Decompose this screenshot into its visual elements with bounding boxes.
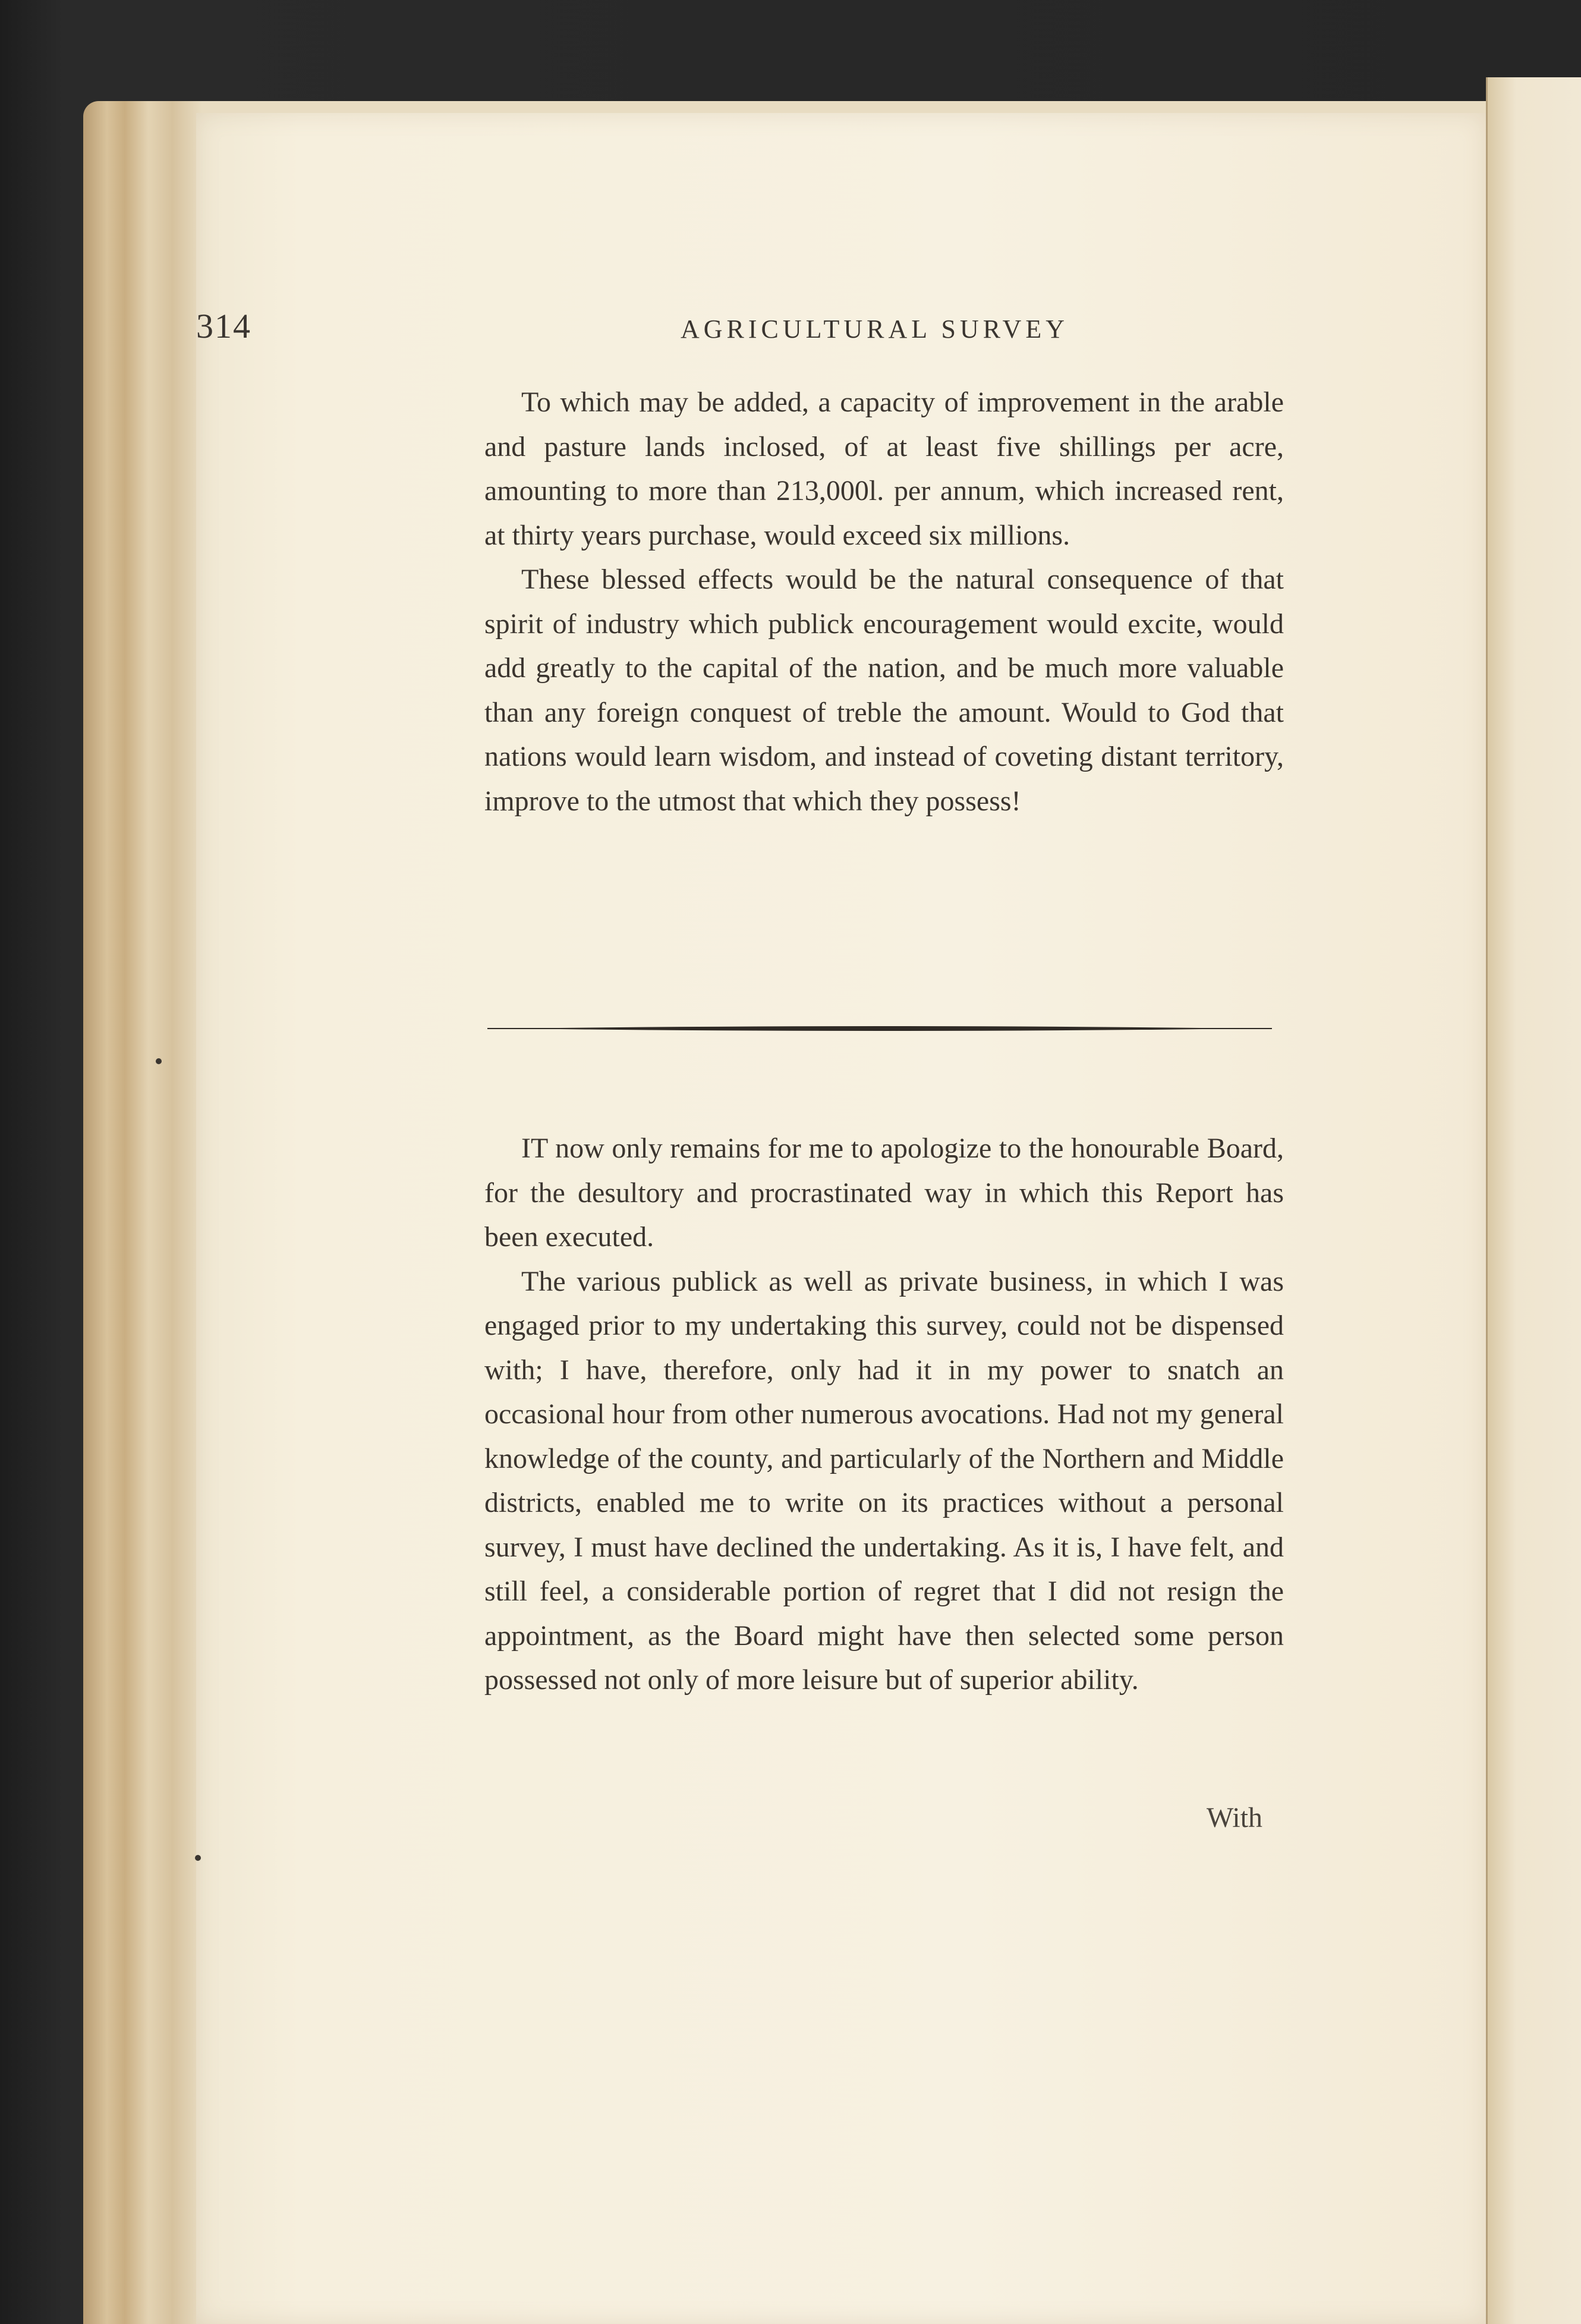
paragraph: To which may be added, a capacity of improvement in the arable and pasture lands inclosed, of at least five shillings per acre, amounting to more than 213,000l. per annum, which increased rent, at thirty years purchase, would exceed six millions.	[484, 386, 1284, 551]
paragraph: IT now only remains for me to apologize to the honourable Board, for the desultory and procrastinated way in which this Report has been executed.	[484, 1133, 1284, 1253]
ink-spot	[156, 1058, 162, 1064]
facing-page-edge	[1486, 77, 1581, 2324]
section-two	[484, 1127, 1284, 1703]
running-head: AGRICULTURAL SURVEY	[681, 315, 1069, 344]
section-one	[484, 380, 1284, 823]
catchword: With	[1207, 1802, 1263, 1834]
paragraph: The various publick as well as private business, in which I was engaged prior to my undertaking this survey, could not be dispensed with; I have, therefore, only had it in my power to snatch an occasional hour from other numerous avocations. Had not my general knowledge of the county, and particularly of the Northern and Middle districts, enabled me to write on its practices without a personal survey, I must have declined the undertaking. As it is, I have felt, and still feel, a considerable portion of regret that I did not resign the appointment, as the Board might have then selected some person possessed not only of more leisure but of superior ability.	[484, 1265, 1284, 1696]
ink-spot	[195, 1855, 201, 1861]
section-divider	[487, 1024, 1272, 1033]
paragraph: These blessed effects would be the natural consequence of that spirit of industry which publick encouragement would excite, would add greatly to the capital of the nation, and be much more valuable than any foreign conquest of treble the amount. Would to God that nations would learn wisdom, and instead of coveting distant territory, improve to the utmost that which they possess!	[484, 564, 1284, 817]
page-number: 314	[196, 307, 251, 345]
